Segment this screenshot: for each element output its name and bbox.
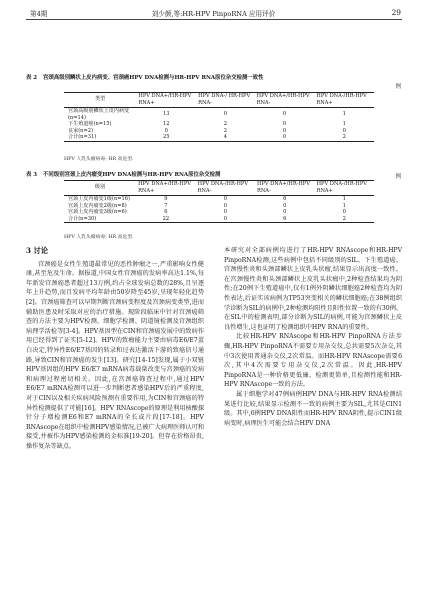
table-cell: 0: [283, 209, 287, 215]
table-cell: 2: [223, 121, 228, 127]
table-row: [64, 196, 374, 203]
section-heading: 3 讨论: [26, 246, 48, 255]
table-cell: 0: [223, 196, 227, 202]
body-paragraph: 本研究对全部病例均进行了HR-HPV RNAscope和HR-HPV PinpoRNA检测,这些病例中包括不同级别的SIL、下生殖道癌、宫颈慢性炎和头颈部鳞状上皮乳头状瘤,结果显示出高度一致性。在宫颈慢性炎和头颈部鳞状上皮乳头状瘤中,2种检查结果均为阴性;在20例下生殖道癌中,仅有1例外阴鳞状细胞癌2种检查均为阴性表达,后证实该病例为TP53突变相关的鳞状细胞癌;在38例组织学诊断为SIL的病例中,2种检测均阳性且阳性位置一致的有30例。在SIL中的检测表明,部分诊断为SIL的病例,可能为宫颈鳞状上皮良性增生,这也证明了检测组织中HPV RNA的重要性。: [224, 247, 402, 331]
table3-label: 表 3: [26, 172, 38, 178]
table-cell: 0: [282, 134, 287, 140]
right-column: [224, 246, 402, 428]
table-cell: 2: [342, 215, 346, 222]
table-cell: 1: [342, 111, 346, 118]
table-cell: 宫颈上皮内瘤变3级(n=6): [68, 209, 127, 215]
table3-caption: [26, 170, 402, 178]
table2-col-0: 类型: [64, 93, 136, 108]
body-paragraph: 宫颈癌是女性生殖道最常见的恶性肿瘤之一,严重影响女性健康,甚至危及生命。据报道,中国女性宫颈癌的发病率高达1.1%,每年新发宫颈癌患者超过13万例,约占全球发病总数的28%,且呈逐年上升趋势,而且发病平均年龄由50岁降至45岁,呈现年轻化趋势[2]。宫颈癌筛查可以早期判断宫颈病变程度及宫颈病变类型,进而辅助医患及时采取对应的治疗措施。现阶段临床中针对宫颈癌筛查的方法主要为HPV检测、细胞学检测、阴道镜检测及宫颈组织病理学活检等[3-4]。HPV基因型在CIN和宫颈癌发展中的致病作用已经得到了证实[5-12]。HPV的致瘤能力主要由病毒E6/E7蛋白决定,特异性E6/E7基因的转录和过表达激活下游的致癌信号通路,导致CIN和宫颈癌的发生[13]。研究[14-15]发现,属于小双链HPV基因组的HPV E6/E7 mRNA病毒载量改变与宫颈癌的发病和病理过程密切相关。因此,在宫颈癌筛查过程中,通过HPV E6/E7 mRNA检测可以进一步判断患者感染HPV后的严重程度,对于CIN以及相关疾病风险预测有重要作用,为CIN和宫颈癌的特异性检测提供了可能[16]。HPV RNAscope的原理是利用核酸探针分子增检测E6和E7 mRNA的全长或片段[17-18]。HPV RNAscope在组织中检测HPV感染情况,已被广大病理医师认可和接受,并被作为HPV感染检测的金标准[19-20]。但存在价格昂贵,操作复杂等缺点。: [26, 260, 204, 450]
table-row: [64, 134, 374, 141]
table-cell: 0: [223, 209, 227, 215]
page-number: 29: [391, 8, 401, 17]
table-cell: 12: [163, 121, 170, 127]
table-cell: 0: [282, 127, 287, 134]
table-cell: 6: [283, 215, 287, 222]
table-cell: 13: [163, 111, 170, 118]
table2-title: 宫颈高级别鳞状上皮内病变、宫颈癌HPV DNA检测与HR-HPV RNA原位杂交检测一致性: [43, 75, 264, 81]
table3: [64, 180, 374, 223]
table2-unit: 例: [395, 84, 401, 90]
table-cell: 0: [164, 127, 168, 134]
journal-issue: 第4期: [30, 10, 48, 18]
running-title: 刘少颜,等:HR-HPV PinpoRNA 应用评价: [151, 10, 276, 18]
table2-col-2: HPV DNA-/ HR-HPV RNA-: [196, 93, 254, 108]
table-cell: 0: [223, 111, 228, 118]
table3-col-3: HPV DNA+/HR-HPV RNA-: [255, 181, 315, 196]
table-cell: 0: [342, 127, 346, 134]
table-cell: 6: [164, 209, 168, 215]
body-paragraph: 比较HR-HPV RNAscope和HR-HPV PinpoRNA方法步骤,HR-HPV PinpoRNA不需要专用杂交仪,总共需要5次杂交,其中3次使用普通杂交仪,2次常温。而HR-HPV RNAscope需要6次,其中4次需要专用杂交仪,2次常温。因此,HR-HPV PinpoRNA是一种价格更低廉、检测更简单,且检测性能和HR-HPV RNAscope一致的方法。: [224, 333, 402, 389]
table-cell: 25: [163, 134, 170, 140]
table-cell: 2: [223, 127, 228, 134]
left-column: [26, 246, 204, 451]
table2-col-4: HPV DNA-/HR-HPV RNA+: [314, 93, 374, 108]
table-cell: 1: [342, 121, 346, 127]
table-cell: 宫颈上皮内瘤变1级(n=16): [68, 196, 130, 202]
header-rule: [26, 19, 402, 20]
table-cell: 22: [162, 215, 170, 222]
table-cell: 4: [223, 134, 228, 140]
body-paragraph: 属于细胞学对47例病例HPV DNA与HR-HPV RNA检测结果进行比较,结果显示检测不一致的病例主要为SIL,尤其是CIN1级。其中,6例HPV DNA阳性而HR-HPV RNA阴性,提示CIN1级病变时,病理医生可能会结合HPV DNA: [224, 390, 402, 427]
table-cell: 0: [342, 209, 346, 215]
table2-label: 表 2: [26, 75, 38, 81]
table-cell: 宫颈高级别鳞状上皮内病变(n=14): [68, 108, 130, 121]
table3-title: 不同级别宫颈上皮内瘤变HPV DNA检测与HR-HPV RNA原位杂交检测: [43, 172, 221, 178]
table-cell: 0: [282, 121, 287, 127]
table3-header-row: [64, 181, 374, 196]
table2-col-3: HPV DNA+/HR-HPV RNA-: [255, 93, 315, 108]
table-cell: 合计(n=31): [68, 134, 97, 140]
table3-note: HPV 人乳头瘤病毒; HR 高危型.: [64, 235, 134, 240]
table3-col-1: HPV DNA+/HR-HPV RNA+: [136, 181, 196, 196]
table-cell: 宫颈上皮内瘤变2级(n=8): [68, 202, 127, 209]
table3-col-4: HPV DNA-/HR-HPV RNA+: [315, 181, 374, 196]
table-cell: 9: [164, 196, 168, 202]
table-row: [64, 216, 374, 223]
table-cell: 合计(n=30): [68, 215, 97, 222]
table-cell: 0: [223, 215, 227, 222]
table-cell: 0: [223, 202, 227, 209]
table-row: [64, 108, 374, 122]
table2-caption: [26, 73, 402, 81]
table2-header-row: [64, 93, 374, 108]
table-cell: 7: [164, 202, 168, 209]
table-cell: 0: [282, 111, 287, 118]
table-cell: 1: [342, 202, 346, 209]
table-cell: 1: [342, 196, 346, 202]
table-cell: 0: [283, 202, 287, 209]
table3-col-2: HPV DNA-/HR-HPV RNA-: [196, 181, 255, 196]
table3-col-0: 级别: [64, 181, 136, 196]
table3-unit: 例: [395, 174, 401, 180]
table-cell: 下生殖道癌(n=15): [68, 121, 112, 127]
table2-note: HPV 人乳头瘤病毒; HR 高危型.: [64, 157, 134, 162]
table-cell: 6: [283, 196, 287, 202]
table-cell: 2: [342, 134, 346, 140]
table2: [64, 92, 374, 142]
table2-col-1: HPV DNA+/HR-HPV RNA+: [136, 93, 196, 108]
table-cell: 良家(n=2): [68, 127, 93, 134]
